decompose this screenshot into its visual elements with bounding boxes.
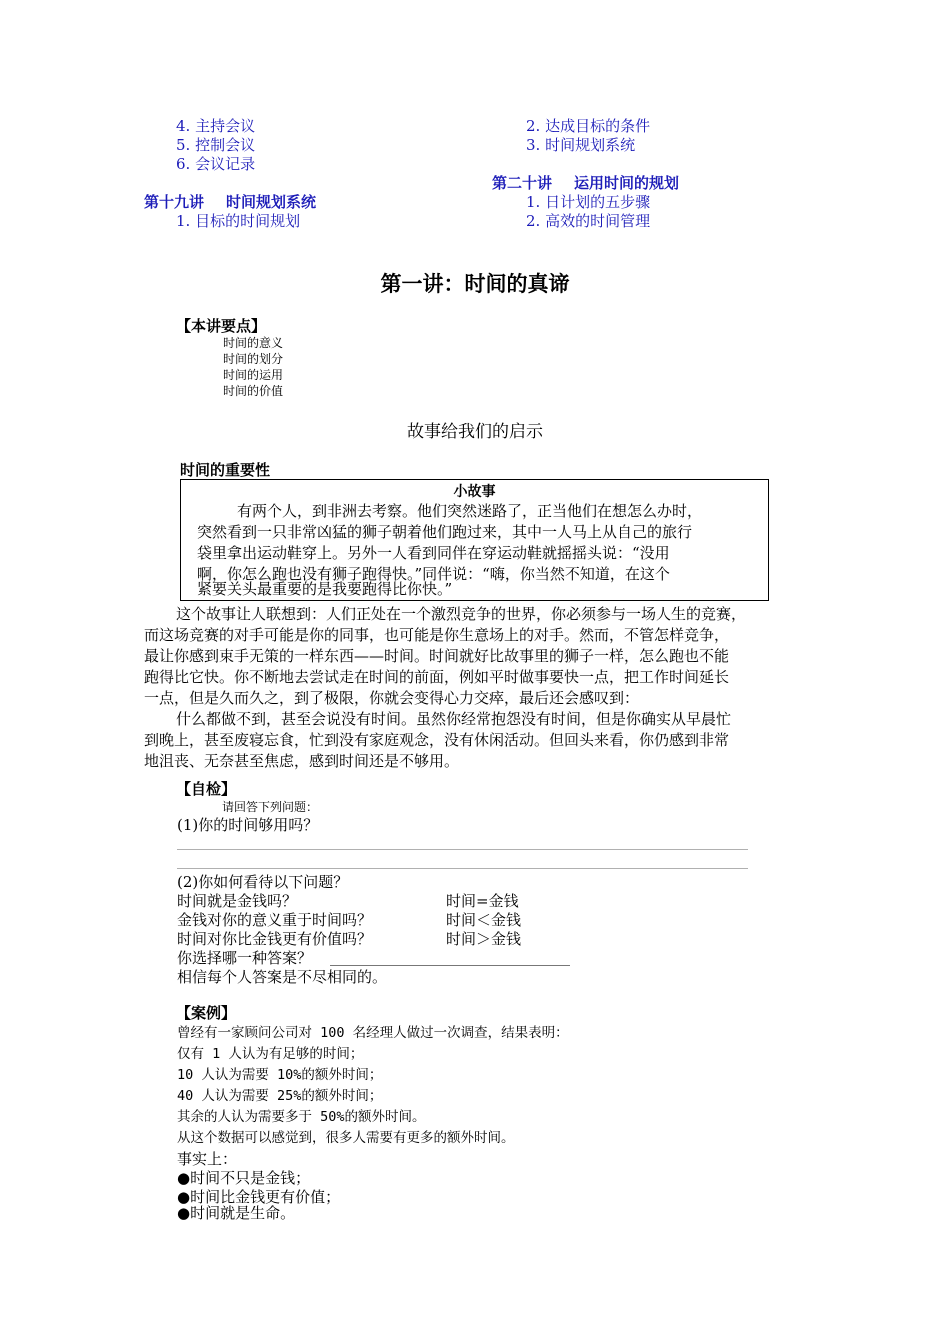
paragraph-line: 而这场竞赛的对手可能是你的同事，也可能是你生意场上的对手。然而，不管怎样竞争，: [144, 626, 730, 644]
subsection-title: 时间的重要性: [180, 461, 271, 479]
lecture19-number: 第十九讲: [144, 193, 205, 211]
key-point-item: 时间的运用: [223, 368, 284, 382]
key-points-label: 【本讲要点】: [176, 317, 267, 335]
case-label: 【案例】: [176, 1004, 237, 1022]
story-title: 小故事: [453, 484, 496, 500]
paragraph-line: 跑得比它快。你不断地去尝试走在时间的前面，例如平时做事要快一点，把工作时间延长: [144, 668, 730, 686]
lecture19-title: 时间规划系统: [226, 193, 317, 211]
fact-label: 事实上：: [177, 1150, 238, 1168]
paragraph-line: 这个故事让人联想到：人们正处在一个激烈竞争的世界，你必须参与一场人生的竞赛，: [176, 605, 747, 623]
case-line: 其余的人认为需要多于 50%的额外时间。: [177, 1109, 426, 1125]
story-line: 突然看到一只非常凶猛的狮子朝着他们跑过来，其中一人马上从自己的旅行: [197, 523, 693, 541]
question-row-right: 时间=金钱: [446, 892, 519, 910]
case-line: 10 人认为需要 10%的额外时间；: [177, 1067, 383, 1083]
toc-lecture20-item: 2. 高效的时间管理: [526, 212, 651, 230]
toc-lecture20-item: 1. 日计划的五步骤: [526, 193, 651, 211]
lecture20-number: 第二十讲: [492, 174, 553, 192]
story-box: [180, 479, 769, 601]
question-row-left: 时间对你比金钱更有价值吗？: [177, 930, 373, 948]
lecture20-title: 运用时间的规划: [574, 174, 680, 192]
key-point-item: 时间的意义: [223, 336, 284, 350]
paragraph-line: 到晚上，甚至废寝忘食，忙到没有家庭观念，没有休闲活动。但回头来看，你仍感到非常: [144, 731, 730, 749]
fact-bullet: ●时间就是生命。: [177, 1204, 296, 1222]
case-line: 从这个数据可以感觉到，很多人需要有更多的额外时间。: [177, 1130, 515, 1146]
paragraph-line: 最让你感到束手无策的一样东西——时间。时间就好比故事里的狮子一样，怎么跑也不能: [144, 647, 730, 665]
question-row-right: 时间＞金钱: [446, 930, 522, 948]
toc-right-item: 2. 达成目标的条件: [526, 117, 651, 135]
self-check-question-2: (2)你如何看待以下问题？: [177, 873, 349, 891]
choose-answer-line: [330, 965, 570, 966]
answer-rule: [177, 868, 748, 869]
fact-bullet: ●时间不只是金钱；: [177, 1169, 311, 1187]
story-line: 有两个人，到非洲去考察。他们突然迷路了，正当他们在想怎么办时，: [237, 502, 703, 520]
self-check-question-1: (1)你的时间够用吗？: [177, 816, 319, 834]
toc-left-item: 6. 会议记录: [176, 155, 256, 173]
case-line: 仅有 1 人认为有足够的时间；: [177, 1046, 364, 1062]
toc-right-item: 3. 时间规划系统: [526, 136, 636, 154]
self-check-prompt: 请回答下列问题：: [222, 800, 319, 814]
toc-lecture19-heading: [144, 193, 316, 212]
answer-rule: [177, 849, 748, 850]
toc-left-item: 4. 主持会议: [176, 117, 256, 135]
self-check-note: 相信每个人答案是不尽相同的。: [177, 968, 388, 986]
story-line: 袋里拿出运动鞋穿上。另外一人看到同伴在穿运动鞋就摇摇头说：“没用: [197, 544, 670, 562]
toc-left-item: 5. 控制会议: [176, 136, 256, 154]
paragraph-line: 什么都做不到，甚至会说没有时间。虽然你经常抱怨没有时间，但是你确实从早晨忙: [176, 710, 732, 728]
paragraph-line: 地沮丧、无奈甚至焦虑，感到时间还是不够用。: [144, 752, 460, 770]
story-line: 啊，你怎么跑也没有狮子跑得快。”同伴说：“嗨，你当然不知道，在这个: [197, 565, 670, 583]
paragraph-line: 一点，但是久而久之，到了极限，你就会变得心力交瘁，最后还会感叹到：: [144, 689, 640, 707]
fact-bullet: ●时间比金钱更有价值；: [177, 1188, 341, 1206]
section-title: 故事给我们的启示: [407, 422, 543, 442]
key-point-item: 时间的价值: [223, 384, 284, 398]
lecture-title: 第一讲：时间的真谛: [380, 272, 570, 296]
question-row-left: 金钱对你的意义重于时间吗？: [177, 911, 373, 929]
question-row-left: 时间就是金钱吗？: [177, 892, 298, 910]
key-point-item: 时间的划分: [223, 352, 284, 366]
toc-lecture19-item: 1. 目标的时间规划: [176, 212, 301, 230]
case-line: 40 人认为需要 25%的额外时间；: [177, 1088, 383, 1104]
case-line: 曾经有一家顾问公司对 100 名经理人做过一次调查，结果表明：: [177, 1025, 569, 1041]
story-line: 紧要关头最重要的是我要跑得比你快。”: [197, 580, 453, 598]
choose-prompt: 你选择哪一种答案？: [177, 949, 313, 967]
toc-lecture20-heading: [492, 174, 679, 193]
self-check-label: 【自检】: [176, 780, 237, 798]
question-row-right: 时间＜金钱: [446, 911, 522, 929]
